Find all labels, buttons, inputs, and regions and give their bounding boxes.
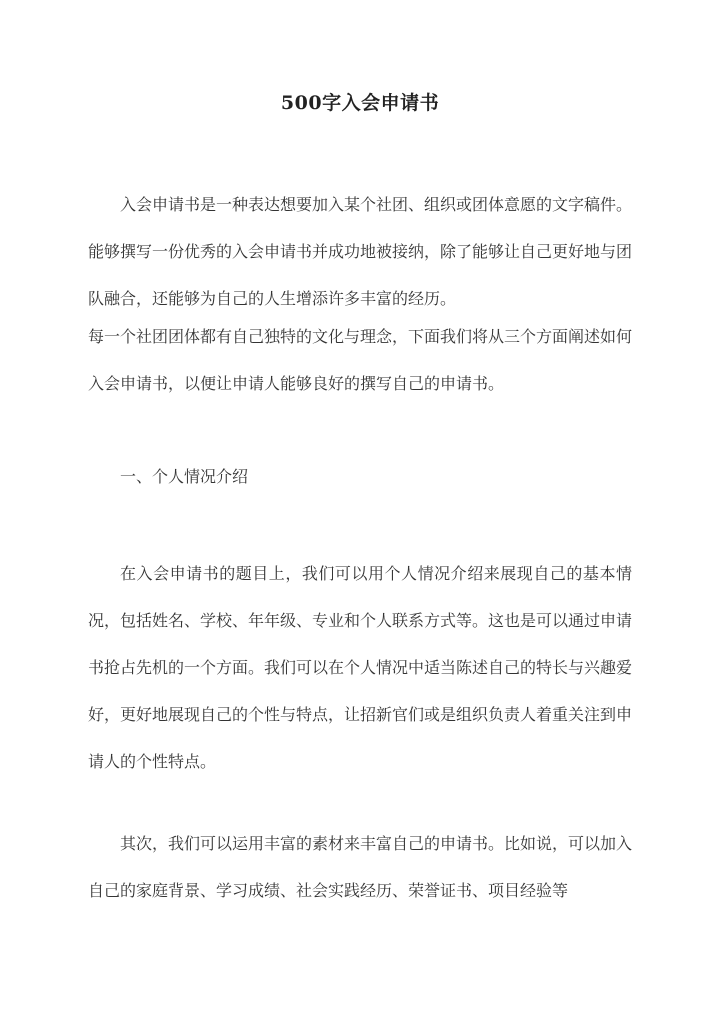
intro-paragraph: 入会申请书是一种表达想要加入某个社团、组织或团体意愿的文字稿件。能够撰写一份优秀的入会申请书并成功地被接纳，除了能够让自己更好地与团队融合，还能够为自己的人生增添许多丰富的经历。: [88, 195, 633, 308]
personal-info-paragraph: 在入会申请书的题目上，我们可以用个人情况介绍来展现自己的基本情况，包括姓名、学校、年年级、专业和个人联系方式等。这也是可以通过申请书抢占先机的一个方面。我们可以在个人情况中适当陈述自己的特长与兴趣爱好，更好地展现自己的个性与特点，让招新官们或是组织负责人着重关注到申请人的个性特点。: [88, 564, 633, 771]
overview-paragraph: 每一个社团团体都有自己独特的文化与理念，下面我们将从三个方面阐述如何入会申请书，以便让申请人能够良好的撰写自己的申请书。: [88, 327, 633, 393]
document-title: 500字入会申请书: [280, 92, 440, 114]
section-heading-personal-info: 一、个人情况介绍: [120, 467, 249, 486]
materials-paragraph: 其次，我们可以运用丰富的素材来丰富自己的申请书。比如说，可以加入自己的家庭背景、学习成绩、社会实践经历、荣誉证书、项目经验等: [88, 834, 633, 900]
